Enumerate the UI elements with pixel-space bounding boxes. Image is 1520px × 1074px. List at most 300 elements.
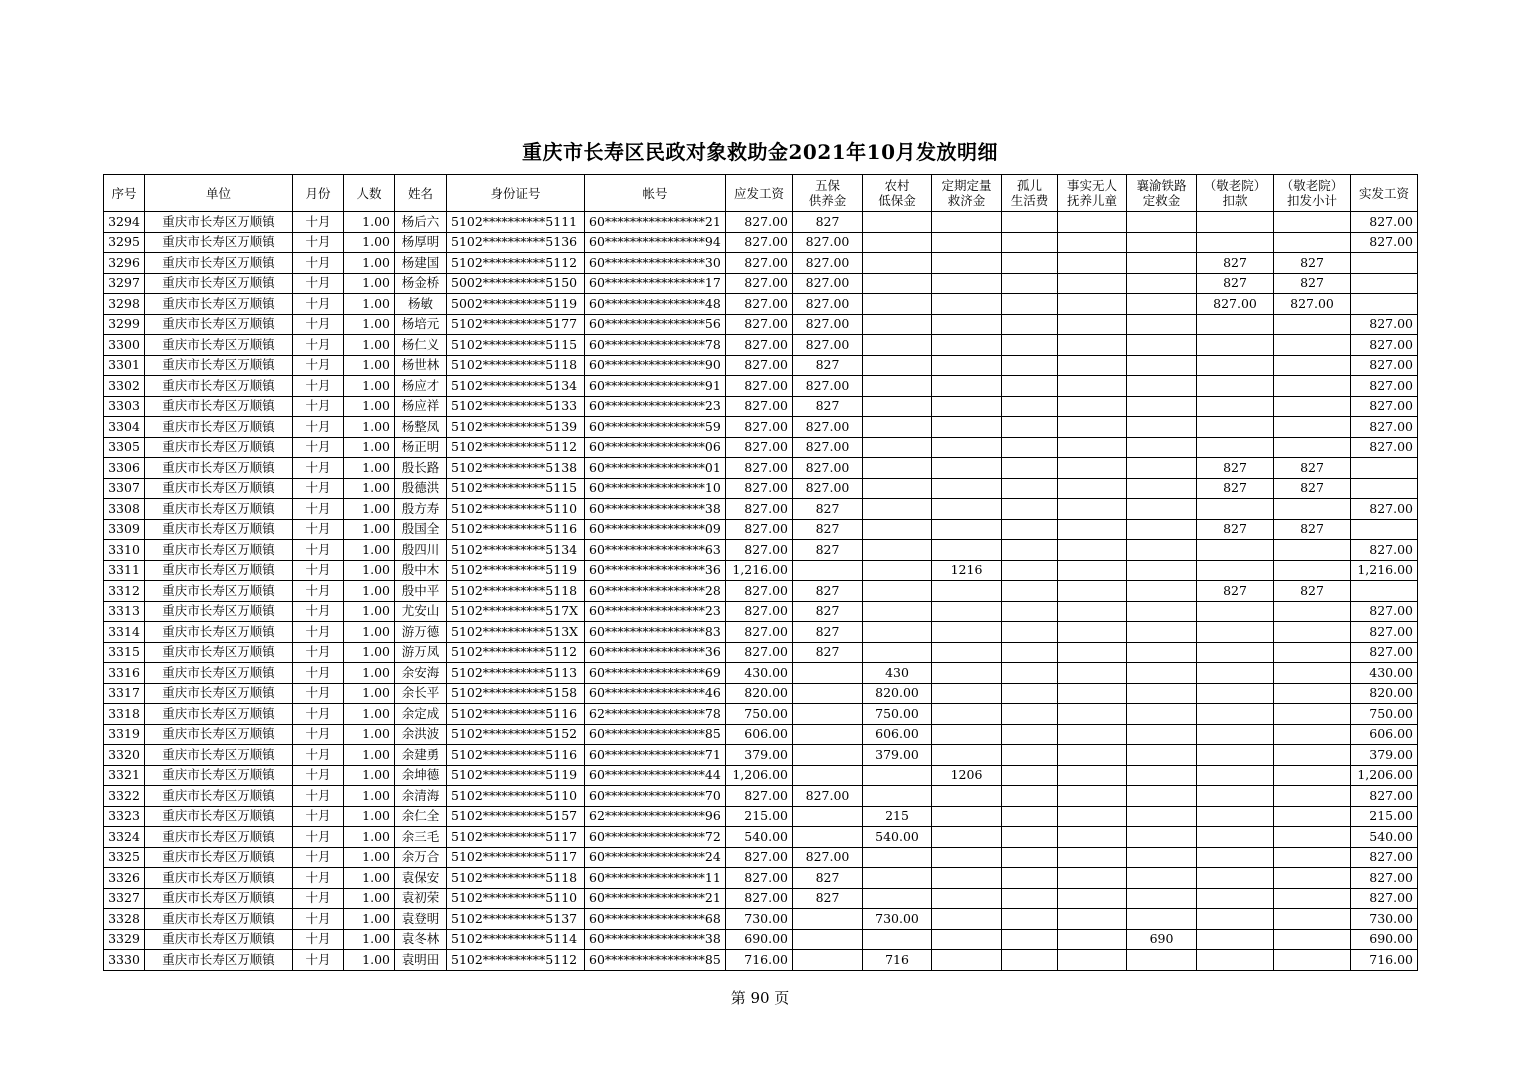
- cell-col-count: 1.00: [344, 642, 395, 663]
- cell-col-account: 60****************38: [585, 499, 726, 520]
- table-row: [104, 253, 1418, 274]
- cell-col-id-number: 5102**********5117: [447, 847, 585, 868]
- cell-col-count: 1.00: [344, 417, 395, 438]
- cell-col-nursing-subtotal: [1274, 335, 1351, 356]
- cell-col-nursing-deduction: [1197, 437, 1274, 458]
- cell-col-orphan-allowance: [1002, 458, 1058, 479]
- cell-col-count: 1.00: [344, 888, 395, 909]
- cell-col-net-pay: 827.00: [1351, 355, 1418, 376]
- cell-col-railway-relief: [1127, 478, 1197, 499]
- cell-col-gross-pay: 827.00: [726, 601, 793, 622]
- cell-col-five-guarantee: 827.00: [793, 294, 863, 315]
- cell-col-id-number: 5102**********5112: [447, 642, 585, 663]
- cell-col-rural-subsidy: 716: [863, 950, 932, 971]
- cell-col-fixed-relief: [932, 212, 1002, 233]
- cell-col-fixed-relief: [932, 581, 1002, 602]
- cell-col-five-guarantee: 827.00: [793, 376, 863, 397]
- header-col-gross-pay: 应发工资: [726, 175, 793, 212]
- cell-col-nursing-deduction: 827: [1197, 273, 1274, 294]
- cell-col-nursing-subtotal: [1274, 806, 1351, 827]
- cell-col-nursing-deduction: 827: [1197, 458, 1274, 479]
- cell-col-fixed-relief: [932, 663, 1002, 684]
- cell-col-orphan-allowance: [1002, 724, 1058, 745]
- cell-col-index: 3315: [104, 642, 145, 663]
- cell-col-id-number: 5102**********5110: [447, 786, 585, 807]
- table-row: [104, 396, 1418, 417]
- header-col-id-number: 身份证号: [447, 175, 585, 212]
- cell-col-name: 杨后六: [395, 212, 447, 233]
- cell-col-rural-subsidy: [863, 642, 932, 663]
- cell-col-index: 3327: [104, 888, 145, 909]
- cell-col-name: 杨培元: [395, 314, 447, 335]
- cell-col-rural-subsidy: [863, 314, 932, 335]
- cell-col-unit: 重庆市长寿区万顺镇: [145, 314, 293, 335]
- cell-col-gross-pay: 827.00: [726, 355, 793, 376]
- cell-col-count: 1.00: [344, 786, 395, 807]
- cell-col-unsupported-child: [1058, 929, 1127, 950]
- cell-col-id-number: 5102**********5137: [447, 909, 585, 930]
- cell-col-orphan-allowance: [1002, 335, 1058, 356]
- cell-col-unsupported-child: [1058, 499, 1127, 520]
- cell-col-net-pay: 540.00: [1351, 827, 1418, 848]
- cell-col-name: 殷中平: [395, 581, 447, 602]
- cell-col-gross-pay: 1,206.00: [726, 765, 793, 786]
- cell-col-name: 袁初荣: [395, 888, 447, 909]
- cell-col-nursing-subtotal: [1274, 376, 1351, 397]
- cell-col-railway-relief: [1127, 560, 1197, 581]
- cell-col-index: 3329: [104, 929, 145, 950]
- cell-col-fixed-relief: [932, 396, 1002, 417]
- cell-col-gross-pay: 379.00: [726, 745, 793, 766]
- cell-col-orphan-allowance: [1002, 827, 1058, 848]
- cell-col-gross-pay: 430.00: [726, 663, 793, 684]
- table-row: [104, 724, 1418, 745]
- table-row: [104, 212, 1418, 233]
- cell-col-orphan-allowance: [1002, 273, 1058, 294]
- cell-col-month: 十月: [293, 540, 344, 561]
- cell-col-nursing-subtotal: [1274, 499, 1351, 520]
- table-row: [104, 232, 1418, 253]
- table-row: [104, 314, 1418, 335]
- cell-col-account: 60****************94: [585, 232, 726, 253]
- cell-col-nursing-subtotal: [1274, 560, 1351, 581]
- cell-col-id-number: 5102**********517X: [447, 601, 585, 622]
- cell-col-unit: 重庆市长寿区万顺镇: [145, 909, 293, 930]
- cell-col-index: 3322: [104, 786, 145, 807]
- cell-col-rural-subsidy: [863, 765, 932, 786]
- cell-col-name: 游万德: [395, 622, 447, 643]
- cell-col-unit: 重庆市长寿区万顺镇: [145, 683, 293, 704]
- cell-col-orphan-allowance: [1002, 601, 1058, 622]
- cell-col-id-number: 5102**********5138: [447, 458, 585, 479]
- cell-col-gross-pay: 827.00: [726, 478, 793, 499]
- cell-col-unsupported-child: [1058, 376, 1127, 397]
- cell-col-name: 余定成: [395, 704, 447, 725]
- cell-col-railway-relief: [1127, 704, 1197, 725]
- cell-col-account: 60****************59: [585, 417, 726, 438]
- cell-col-unit: 重庆市长寿区万顺镇: [145, 499, 293, 520]
- cell-col-count: 1.00: [344, 560, 395, 581]
- cell-col-fixed-relief: [932, 376, 1002, 397]
- cell-col-name: 余仁全: [395, 806, 447, 827]
- table-row: [104, 519, 1418, 540]
- table-row: [104, 827, 1418, 848]
- cell-col-unsupported-child: [1058, 396, 1127, 417]
- cell-col-index: 3325: [104, 847, 145, 868]
- cell-col-railway-relief: [1127, 806, 1197, 827]
- cell-col-month: 十月: [293, 704, 344, 725]
- cell-col-unsupported-child: [1058, 847, 1127, 868]
- cell-col-nursing-deduction: [1197, 417, 1274, 438]
- cell-col-index: 3301: [104, 355, 145, 376]
- cell-col-orphan-allowance: [1002, 499, 1058, 520]
- cell-col-railway-relief: [1127, 212, 1197, 233]
- cell-col-five-guarantee: [793, 663, 863, 684]
- cell-col-five-guarantee: 827.00: [793, 253, 863, 274]
- cell-col-rural-subsidy: [863, 458, 932, 479]
- cell-col-net-pay: 820.00: [1351, 683, 1418, 704]
- cell-col-five-guarantee: 827: [793, 540, 863, 561]
- cell-col-account: 60****************91: [585, 376, 726, 397]
- cell-col-net-pay: 430.00: [1351, 663, 1418, 684]
- cell-col-name: 殷四川: [395, 540, 447, 561]
- cell-col-nursing-deduction: [1197, 929, 1274, 950]
- cell-col-count: 1.00: [344, 458, 395, 479]
- header-col-month: 月份: [293, 175, 344, 212]
- cell-col-fixed-relief: [932, 868, 1002, 889]
- table-row: [104, 868, 1418, 889]
- cell-col-orphan-allowance: [1002, 540, 1058, 561]
- header-col-count: 人数: [344, 175, 395, 212]
- cell-col-railway-relief: [1127, 745, 1197, 766]
- cell-col-unsupported-child: [1058, 335, 1127, 356]
- cell-col-index: 3326: [104, 868, 145, 889]
- cell-col-unit: 重庆市长寿区万顺镇: [145, 294, 293, 315]
- cell-col-five-guarantee: [793, 683, 863, 704]
- cell-col-account: 60****************63: [585, 540, 726, 561]
- cell-col-rural-subsidy: [863, 232, 932, 253]
- cell-col-five-guarantee: 827: [793, 396, 863, 417]
- cell-col-fixed-relief: [932, 888, 1002, 909]
- cell-col-index: 3328: [104, 909, 145, 930]
- cell-col-name: 余洪波: [395, 724, 447, 745]
- cell-col-rural-subsidy: [863, 335, 932, 356]
- cell-col-count: 1.00: [344, 519, 395, 540]
- cell-col-account: 60****************24: [585, 847, 726, 868]
- cell-col-index: 3306: [104, 458, 145, 479]
- cell-col-railway-relief: [1127, 909, 1197, 930]
- cell-col-count: 1.00: [344, 868, 395, 889]
- header-col-railway-relief: 襄渝铁路 定救金: [1127, 175, 1197, 212]
- cell-col-index: 3323: [104, 806, 145, 827]
- cell-col-railway-relief: [1127, 540, 1197, 561]
- cell-col-net-pay: [1351, 519, 1418, 540]
- cell-col-id-number: 5102**********5118: [447, 581, 585, 602]
- cell-col-nursing-deduction: [1197, 868, 1274, 889]
- cell-col-id-number: 5102**********5112: [447, 950, 585, 971]
- cell-col-name: 袁明田: [395, 950, 447, 971]
- cell-col-gross-pay: 827.00: [726, 540, 793, 561]
- cell-col-id-number: 5002**********5150: [447, 273, 585, 294]
- cell-col-name: 余三毛: [395, 827, 447, 848]
- cell-col-unsupported-child: [1058, 642, 1127, 663]
- cell-col-id-number: 5102**********5116: [447, 519, 585, 540]
- cell-col-month: 十月: [293, 560, 344, 581]
- cell-col-account: 60****************06: [585, 437, 726, 458]
- cell-col-orphan-allowance: [1002, 622, 1058, 643]
- cell-col-net-pay: 606.00: [1351, 724, 1418, 745]
- cell-col-fixed-relief: [932, 519, 1002, 540]
- cell-col-name: 殷中木: [395, 560, 447, 581]
- cell-col-unsupported-child: [1058, 232, 1127, 253]
- table-row: [104, 335, 1418, 356]
- cell-col-rural-subsidy: 750.00: [863, 704, 932, 725]
- cell-col-gross-pay: 827.00: [726, 519, 793, 540]
- header-col-rural-subsidy: 农村 低保金: [863, 175, 932, 212]
- cell-col-nursing-deduction: [1197, 786, 1274, 807]
- cell-col-count: 1.00: [344, 929, 395, 950]
- cell-col-net-pay: 1,206.00: [1351, 765, 1418, 786]
- table-row: [104, 273, 1418, 294]
- cell-col-unit: 重庆市长寿区万顺镇: [145, 868, 293, 889]
- cell-col-railway-relief: [1127, 827, 1197, 848]
- cell-col-nursing-deduction: [1197, 355, 1274, 376]
- table-row: [104, 601, 1418, 622]
- cell-col-count: 1.00: [344, 847, 395, 868]
- cell-col-unit: 重庆市长寿区万顺镇: [145, 458, 293, 479]
- cell-col-month: 十月: [293, 642, 344, 663]
- cell-col-five-guarantee: 827: [793, 868, 863, 889]
- cell-col-nursing-subtotal: 827.00: [1274, 294, 1351, 315]
- cell-col-index: 3307: [104, 478, 145, 499]
- cell-col-net-pay: 827.00: [1351, 314, 1418, 335]
- cell-col-account: 62****************78: [585, 704, 726, 725]
- cell-col-month: 十月: [293, 314, 344, 335]
- cell-col-id-number: 5102**********5152: [447, 724, 585, 745]
- cell-col-month: 十月: [293, 478, 344, 499]
- cell-col-id-number: 5102**********5117: [447, 827, 585, 848]
- table-row: [104, 294, 1418, 315]
- cell-col-unit: 重庆市长寿区万顺镇: [145, 806, 293, 827]
- cell-col-net-pay: 827.00: [1351, 499, 1418, 520]
- cell-col-orphan-allowance: [1002, 294, 1058, 315]
- cell-col-id-number: 5102**********5118: [447, 868, 585, 889]
- cell-col-net-pay: [1351, 294, 1418, 315]
- table-row: [104, 581, 1418, 602]
- cell-col-gross-pay: 1,216.00: [726, 560, 793, 581]
- cell-col-name: 余万合: [395, 847, 447, 868]
- cell-col-rural-subsidy: [863, 581, 932, 602]
- cell-col-unsupported-child: [1058, 294, 1127, 315]
- cell-col-railway-relief: [1127, 786, 1197, 807]
- cell-col-count: 1.00: [344, 765, 395, 786]
- cell-col-account: 60****************83: [585, 622, 726, 643]
- cell-col-nursing-deduction: [1197, 396, 1274, 417]
- cell-col-gross-pay: 827.00: [726, 335, 793, 356]
- cell-col-nursing-deduction: [1197, 847, 1274, 868]
- cell-col-five-guarantee: 827: [793, 622, 863, 643]
- table-row: [104, 355, 1418, 376]
- cell-col-count: 1.00: [344, 355, 395, 376]
- cell-col-name: 袁保安: [395, 868, 447, 889]
- cell-col-index: 3314: [104, 622, 145, 643]
- cell-col-orphan-allowance: [1002, 847, 1058, 868]
- page-title: 重庆市长寿区民政对象救助金2021年10月发放明细: [522, 140, 998, 164]
- cell-col-rural-subsidy: 215: [863, 806, 932, 827]
- cell-col-rural-subsidy: [863, 212, 932, 233]
- cell-col-rural-subsidy: [863, 888, 932, 909]
- cell-col-net-pay: 750.00: [1351, 704, 1418, 725]
- cell-col-fixed-relief: [932, 294, 1002, 315]
- cell-col-id-number: 5102**********5136: [447, 232, 585, 253]
- cell-col-rural-subsidy: [863, 437, 932, 458]
- cell-col-rural-subsidy: 606.00: [863, 724, 932, 745]
- cell-col-five-guarantee: 827.00: [793, 417, 863, 438]
- cell-col-index: 3304: [104, 417, 145, 438]
- cell-col-month: 十月: [293, 806, 344, 827]
- cell-col-unsupported-child: [1058, 786, 1127, 807]
- cell-col-index: 3321: [104, 765, 145, 786]
- cell-col-unit: 重庆市长寿区万顺镇: [145, 663, 293, 684]
- cell-col-unit: 重庆市长寿区万顺镇: [145, 827, 293, 848]
- cell-col-month: 十月: [293, 683, 344, 704]
- cell-col-unsupported-child: [1058, 724, 1127, 745]
- cell-col-railway-relief: [1127, 663, 1197, 684]
- cell-col-month: 十月: [293, 519, 344, 540]
- cell-col-count: 1.00: [344, 335, 395, 356]
- cell-col-rural-subsidy: [863, 540, 932, 561]
- cell-col-month: 十月: [293, 786, 344, 807]
- cell-col-name: 杨厚明: [395, 232, 447, 253]
- cell-col-unit: 重庆市长寿区万顺镇: [145, 376, 293, 397]
- cell-col-account: 60****************44: [585, 765, 726, 786]
- cell-col-account: 60****************68: [585, 909, 726, 930]
- cell-col-orphan-allowance: [1002, 663, 1058, 684]
- table-row: [104, 499, 1418, 520]
- cell-col-orphan-allowance: [1002, 786, 1058, 807]
- cell-col-gross-pay: 827.00: [726, 458, 793, 479]
- cell-col-unit: 重庆市长寿区万顺镇: [145, 560, 293, 581]
- cell-col-rural-subsidy: 540.00: [863, 827, 932, 848]
- cell-col-orphan-allowance: [1002, 212, 1058, 233]
- cell-col-month: 十月: [293, 396, 344, 417]
- cell-col-unit: 重庆市长寿区万顺镇: [145, 232, 293, 253]
- cell-col-five-guarantee: 827.00: [793, 847, 863, 868]
- cell-col-count: 1.00: [344, 909, 395, 930]
- cell-col-account: 60****************30: [585, 253, 726, 274]
- header-col-nursing-subtotal: （敬老院） 扣发小计: [1274, 175, 1351, 212]
- cell-col-orphan-allowance: [1002, 765, 1058, 786]
- cell-col-railway-relief: [1127, 437, 1197, 458]
- cell-col-index: 3317: [104, 683, 145, 704]
- cell-col-net-pay: 827.00: [1351, 396, 1418, 417]
- cell-col-five-guarantee: [793, 724, 863, 745]
- cell-col-railway-relief: [1127, 335, 1197, 356]
- table-body: [104, 212, 1418, 971]
- cell-col-account: 62****************96: [585, 806, 726, 827]
- cell-col-nursing-deduction: [1197, 724, 1274, 745]
- cell-col-railway-relief: [1127, 765, 1197, 786]
- cell-col-gross-pay: 827.00: [726, 376, 793, 397]
- cell-col-count: 1.00: [344, 663, 395, 684]
- cell-col-orphan-allowance: [1002, 314, 1058, 335]
- cell-col-net-pay: 827.00: [1351, 847, 1418, 868]
- cell-col-nursing-deduction: 827: [1197, 478, 1274, 499]
- cell-col-id-number: 5102**********5115: [447, 335, 585, 356]
- cell-col-rural-subsidy: [863, 929, 932, 950]
- cell-col-unit: 重庆市长寿区万顺镇: [145, 212, 293, 233]
- table-row: [104, 622, 1418, 643]
- cell-col-unit: 重庆市长寿区万顺镇: [145, 765, 293, 786]
- cell-col-nursing-deduction: [1197, 335, 1274, 356]
- cell-col-name: 余安海: [395, 663, 447, 684]
- cell-col-gross-pay: 827.00: [726, 314, 793, 335]
- cell-col-orphan-allowance: [1002, 417, 1058, 438]
- cell-col-fixed-relief: 1206: [932, 765, 1002, 786]
- cell-col-railway-relief: [1127, 294, 1197, 315]
- cell-col-index: 3319: [104, 724, 145, 745]
- cell-col-nursing-deduction: [1197, 745, 1274, 766]
- cell-col-rural-subsidy: [863, 396, 932, 417]
- cell-col-orphan-allowance: [1002, 642, 1058, 663]
- cell-col-fixed-relief: [932, 847, 1002, 868]
- table-row: [104, 376, 1418, 397]
- cell-col-nursing-deduction: [1197, 314, 1274, 335]
- cell-col-nursing-subtotal: [1274, 724, 1351, 745]
- cell-col-nursing-subtotal: [1274, 622, 1351, 643]
- cell-col-id-number: 5102**********5158: [447, 683, 585, 704]
- cell-col-count: 1.00: [344, 827, 395, 848]
- header-col-nursing-deduction: （敬老院） 扣款: [1197, 175, 1274, 212]
- cell-col-unit: 重庆市长寿区万顺镇: [145, 622, 293, 643]
- cell-col-fixed-relief: [932, 950, 1002, 971]
- cell-col-gross-pay: 827.00: [726, 581, 793, 602]
- cell-col-railway-relief: [1127, 273, 1197, 294]
- cell-col-unit: 重庆市长寿区万顺镇: [145, 847, 293, 868]
- cell-col-count: 1.00: [344, 437, 395, 458]
- cell-col-id-number: 5102**********5112: [447, 437, 585, 458]
- cell-col-rural-subsidy: [863, 622, 932, 643]
- cell-col-orphan-allowance: [1002, 868, 1058, 889]
- cell-col-gross-pay: 827.00: [726, 253, 793, 274]
- cell-col-index: 3309: [104, 519, 145, 540]
- header-col-index: 序号: [104, 175, 145, 212]
- cell-col-net-pay: [1351, 273, 1418, 294]
- cell-col-net-pay: [1351, 253, 1418, 274]
- cell-col-account: 60****************36: [585, 642, 726, 663]
- cell-col-nursing-deduction: 827: [1197, 519, 1274, 540]
- cell-col-gross-pay: 827.00: [726, 888, 793, 909]
- cell-col-month: 十月: [293, 294, 344, 315]
- cell-col-gross-pay: 827.00: [726, 273, 793, 294]
- table-row: [104, 417, 1418, 438]
- cell-col-nursing-subtotal: 827: [1274, 478, 1351, 499]
- cell-col-net-pay: 827.00: [1351, 622, 1418, 643]
- cell-col-fixed-relief: [932, 499, 1002, 520]
- cell-col-month: 十月: [293, 376, 344, 397]
- cell-col-gross-pay: 716.00: [726, 950, 793, 971]
- header-col-unit: 单位: [145, 175, 293, 212]
- cell-col-name: 殷德洪: [395, 478, 447, 499]
- table-row: [104, 704, 1418, 725]
- cell-col-index: 3299: [104, 314, 145, 335]
- cell-col-nursing-deduction: 827: [1197, 253, 1274, 274]
- cell-col-gross-pay: 827.00: [726, 437, 793, 458]
- cell-col-net-pay: 215.00: [1351, 806, 1418, 827]
- cell-col-nursing-subtotal: [1274, 642, 1351, 663]
- cell-col-unsupported-child: [1058, 314, 1127, 335]
- cell-col-id-number: 5002**********5119: [447, 294, 585, 315]
